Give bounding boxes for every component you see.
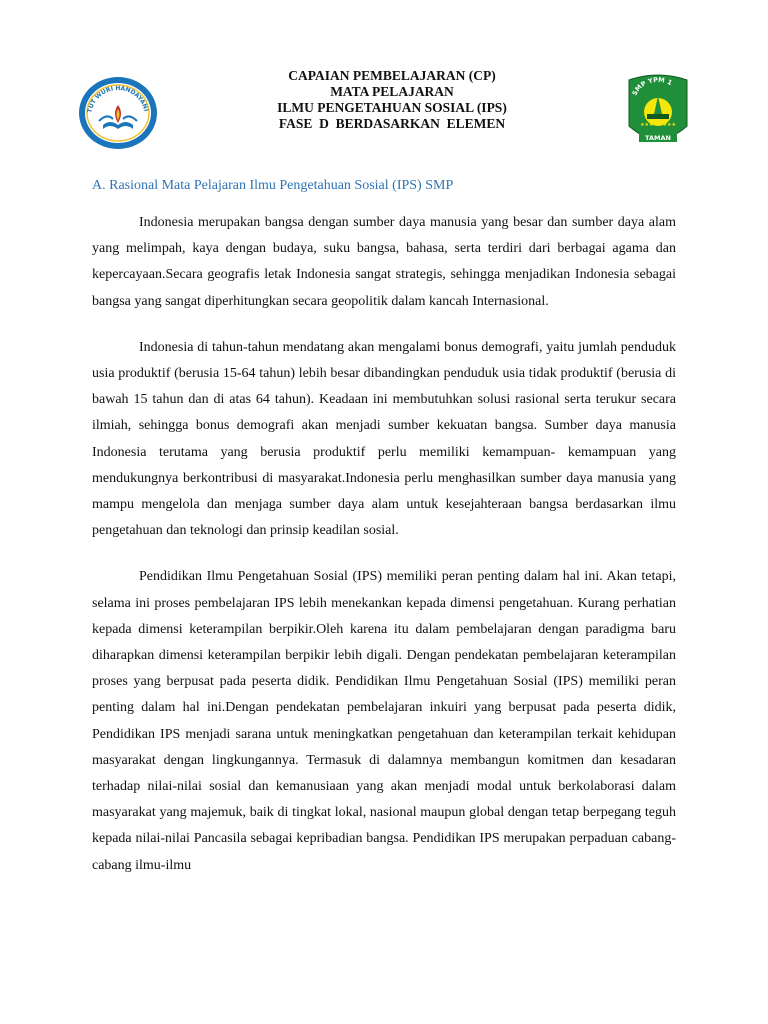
svg-text:★★★★★★★★: ★★★★★★★★: [640, 122, 676, 128]
school-emblem-top-text: SMP YPM 1: [630, 75, 674, 97]
paragraph: Pendidikan Ilmu Pengetahuan Sosial (IPS) memiliki peran penting dalam hal ini. Akan tetapi, selama ini proses pembelajaran IPS lebih menekankan kepada dimensi pengetahuan. Kurang perhatian kepada dimensi keterampilan berpikir.Oleh karena itu dalam pembelajaran dengan paradigma baru diharapkan dimensi keterampilan berpikir lebih digali. Dengan pendekatan pembelajaran keterampilan proses yang berpusat pada peserta didik. Pendidikan Ilmu Pengetahuan Sosial (IPS) memiliki peran penting dalam hal ini.Dengan pendekatan pembelajaran inkuiri yang berpusat pada peserta didik, Pendidikan IPS menjadi sarana untuk meningkatkan pengetahuan dan keterampilan terkait kehidupan masyarakat dengan lingkungannya. Termasuk di dalamnya membangun komitmen dan kesadaran terhadap nilai-nilai sosial dan kemanusiaan yang akan menjadi modal untuk berkolaborasi dalam masyarakat yang majemuk, baik di tingkat lokal, nasional maupun global dengan tetap berpegang teguh kepada nilai-nilai Pancasila sebagai kepribadian bangsa. Pendidikan IPS merupakan perpaduan cabang-cabang ilmu-ilmu: [92, 569, 676, 873]
section-heading: A. Rasional Mata Pelajaran Ilmu Pengetahuan Sosial (IPS) SMP: [92, 178, 454, 193]
school-emblem-bottom-text: TAMAN: [645, 134, 671, 142]
school-emblem-icon: [625, 74, 691, 150]
title-line-2: MATA PELAJARAN: [330, 84, 454, 99]
title-line-4: FASE D BERDASARKAN ELEMEN: [278, 116, 506, 131]
title-line-3: ILMU PENGETAHUAN SOSIAL (IPS): [277, 100, 507, 115]
document-title: [160, 68, 624, 132]
emblem-motto: TUT WURI HANDAYANI: [86, 84, 150, 114]
document-body: [92, 210, 676, 899]
title-line-1: CAPAIAN PEMBELAJARAN (CP): [288, 68, 496, 83]
paragraph: Indonesia di tahun-tahun mendatang akan mengalami bonus demografi, yaitu jumlah penduduk usia produktif (berusia 15-64 tahun) lebih besar dibandingkan penduduk usia tidak produktif (berusia di bawah 15 tahun dan di atas 64 tahun). Keadaan ini membutuhkan solusi rasional serta terukur secara ilmiah, sehingga bonus demografi akan menjadi sumber kekuatan bangsa. Sumber daya manusia Indonesia terutama yang berusia produktif perlu memiliki kemampuan- kemampuan yang mendukungnya berkontribusi di masyarakat.Indonesia perlu menghasilkan sumber daya manusia yang mampu mengelola dan menjaga sumber daya alam untuk kesejahteraan bangsa berdasarkan ilmu pengetahuan dan teknologi dan prinsip keadilan sosial.: [92, 339, 676, 539]
paragraph: Indonesia merupakan bangsa dengan sumber daya manusia yang besar dan sumber daya alam yang melimpah, kaya dengan budaya, suku bangsa, bahasa, serta terdiri dari berbagai agama dan kepercayaan.Secara geografis letak Indonesia sangat strategis, sehingga menjadikan Indonesia sebagai bangsa yang sangat diperhitungkan secara geopolitik dalam kancah Internasional.: [92, 215, 676, 309]
tut-wuri-handayani-emblem-icon: [77, 75, 159, 151]
